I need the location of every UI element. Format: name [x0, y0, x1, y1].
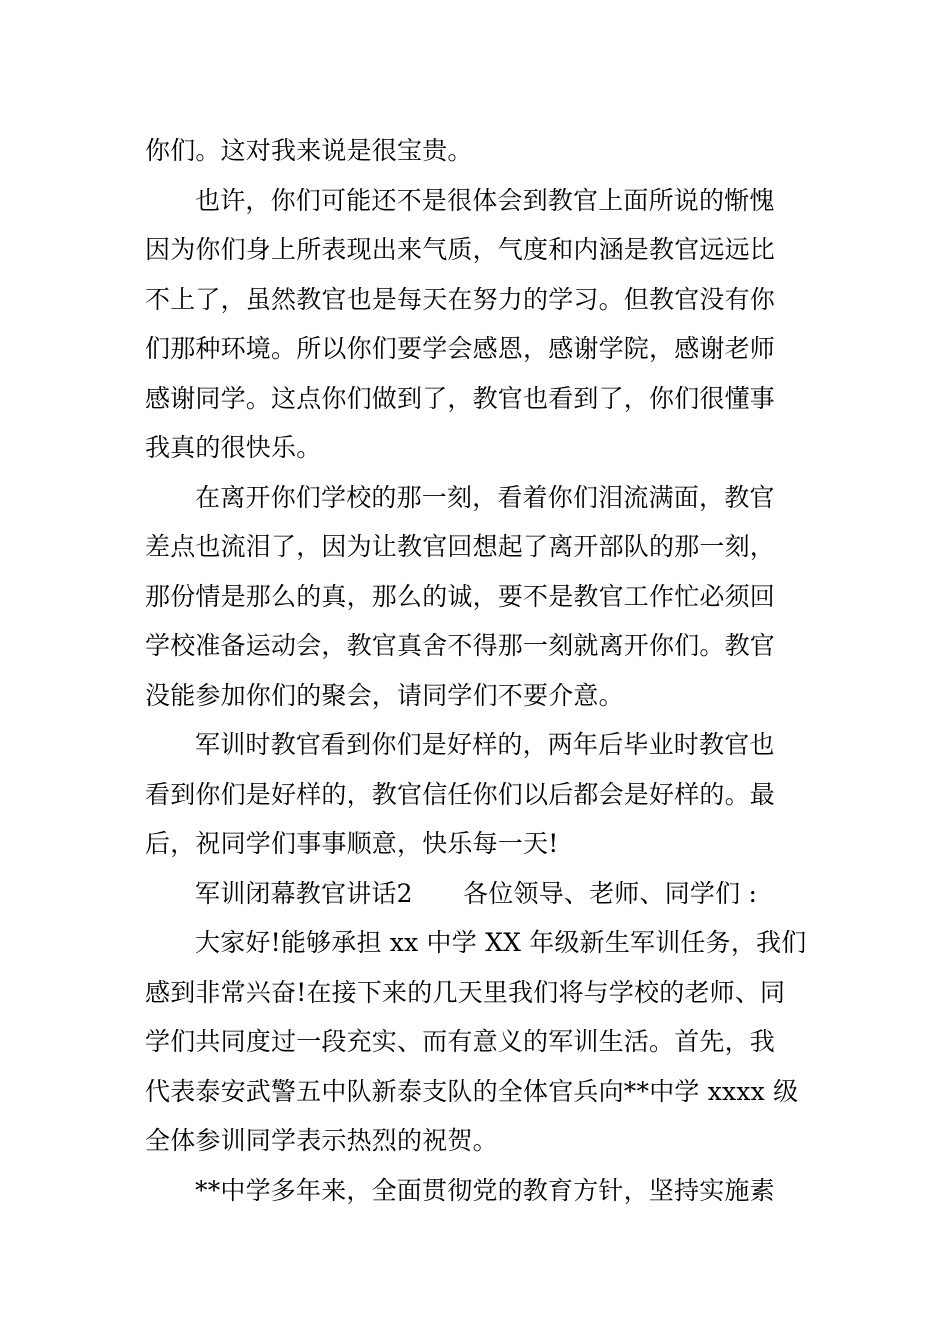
body-text	[145, 126, 810, 1215]
text-line: 没能参加你们的聚会，请同学们不要介意。	[145, 680, 624, 710]
text-line: 军训闭幕教官讲话2 各位领导、老师、同学们 :	[195, 878, 758, 908]
text-line: 不上了，虽然教官也是每天在努力的学习。但教官没有你	[145, 284, 776, 314]
text-line: 代表泰安武警五中队新泰支队的全体官兵向**中学 xxxx 级	[145, 1076, 799, 1106]
text-line: 大家好!能够承担 xx 中学 XX 年级新生军训任务，我们	[195, 928, 807, 957]
text-line: 差点也流泪了，因为让教官回想起了离开部队的那一刻，	[145, 532, 776, 561]
text-line: 们那种环境。所以你们要学会感恩，感谢学院，感谢老师	[145, 334, 776, 363]
text-line: **中学多年来，全面贯彻党的教育方针，坚持实施素	[195, 1175, 775, 1205]
text-line: 学校准备运动会，教官真舍不得那一刻就离开你们。教官	[145, 631, 776, 660]
text-line: 感谢同学。这点你们做到了，教官也看到了，你们很懂事	[145, 383, 776, 413]
text-line: 你们。这对我来说是很宝贵。	[145, 136, 473, 165]
text-line: 感到非常兴奋!在接下来的几天里我们将与学校的老师、同	[145, 977, 786, 1007]
text-line: 也许，你们可能还不是很体会到教官上面所说的惭愧	[195, 185, 775, 215]
text-line: 那份情是那么的真，那么的诚，要不是教官工作忙必须回	[145, 581, 776, 611]
text-line: 军训时教官看到你们是好样的，两年后毕业时教官也	[195, 730, 775, 759]
text-line: 在离开你们学校的那一刻，看着你们泪流满面，教官	[195, 482, 775, 512]
text-line: 因为你们身上所表现出来气质，气度和内涵是教官远远比	[145, 235, 776, 264]
text-line: 我真的很快乐。	[145, 433, 322, 462]
text-line: 后，祝同学们事事顺意，快乐每一天!	[145, 829, 559, 858]
text-line: 看到你们是好样的，教官信任你们以后都会是好样的。最	[145, 779, 776, 809]
text-line: 全体参训同学表示热烈的祝贺。	[145, 1126, 498, 1155]
text-line: 学们共同度过一段充实、而有意义的军训生活。首先，我	[145, 1027, 776, 1056]
